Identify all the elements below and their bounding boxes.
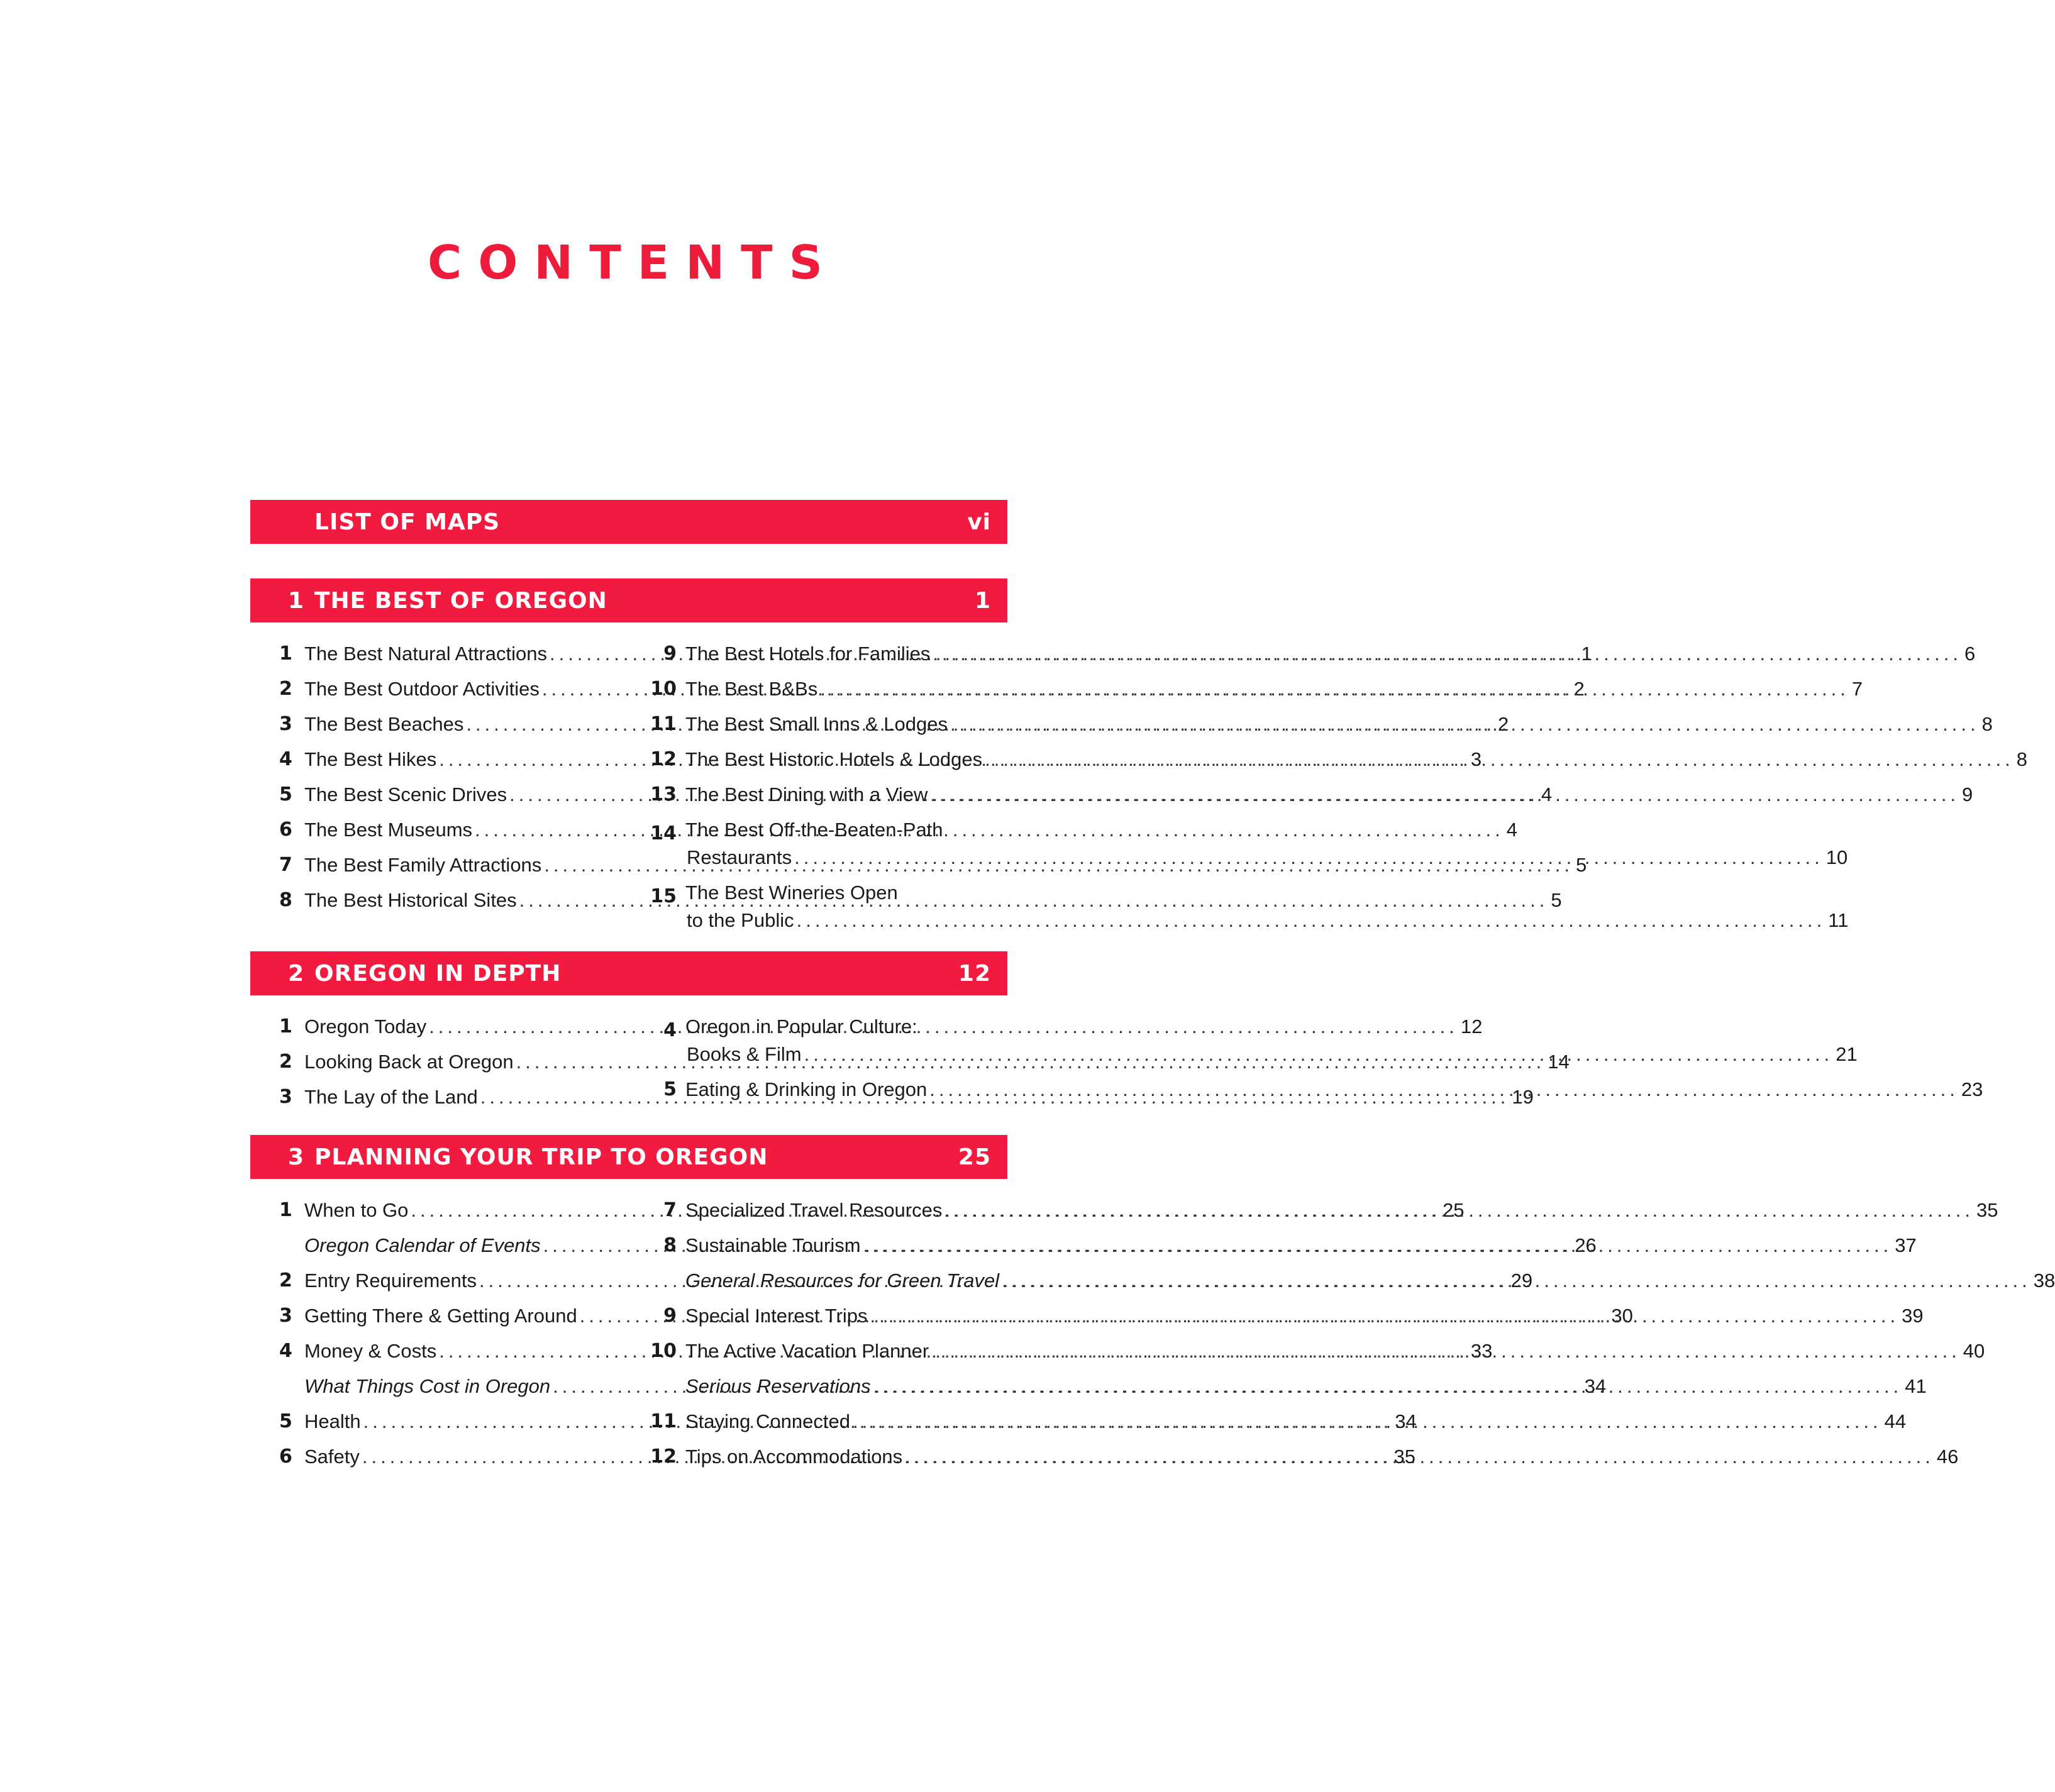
entry-title: What Things Cost in Oregon (304, 1375, 551, 1397)
entry-title: The Best Historic Hotels & Lodges (685, 748, 983, 770)
section-list-of-maps (250, 500, 1007, 544)
section-planning-your-trip (250, 1135, 2055, 1474)
entry-number: 1 (279, 1015, 292, 1037)
entry-page-number: 23 (1961, 1078, 1983, 1100)
entry-title: Looking Back at Oregon (304, 1051, 514, 1073)
entry-number: 2 (279, 678, 292, 700)
dot-leader (797, 907, 1826, 934)
entry-page-number: 29 (1510, 1269, 1533, 1291)
entry-page-number: 34 (1584, 1375, 1607, 1397)
entry-title: Getting There & Getting Around (304, 1305, 577, 1327)
entry-page-number: 21 (1836, 1043, 1858, 1065)
entry-title: The Best Historical Sites (304, 889, 517, 911)
section-title: OREGON IN DEPTH (314, 960, 562, 987)
dot-leader (794, 844, 1824, 871)
entry-title: Sustainable Tourism (685, 1234, 861, 1256)
entry-page-number: 34 (1395, 1410, 1417, 1432)
section-number: 2 (288, 960, 305, 987)
entry-title: Safety (304, 1446, 360, 1468)
section-number: 1 (288, 587, 305, 614)
entry-page-number: 35 (1393, 1446, 1416, 1468)
dot-leader (1002, 1263, 2031, 1298)
section-title: LIST OF MAPS (314, 509, 501, 535)
entry-number: 6 (279, 1446, 292, 1468)
entry-page-number: 10 (1825, 846, 1848, 868)
entry-title: Eating & Drinking in Oregon (685, 1078, 928, 1100)
entry-number (279, 1228, 304, 1263)
entry-number: 9 (663, 643, 677, 665)
section-header-bar[interactable] (250, 951, 1007, 995)
dot-leader (930, 777, 1959, 812)
entry-number: 3 (279, 1305, 292, 1327)
entry-number: 12 (650, 1446, 677, 1468)
section-page-number: 1 (974, 587, 991, 614)
dot-leader (985, 742, 2014, 777)
entry-number: 13 (650, 783, 677, 805)
dot-leader (873, 1369, 1903, 1404)
entry-page-number: 44 (1884, 1410, 1907, 1432)
entry-title: Oregon Calendar of Events (304, 1234, 541, 1256)
section-page-number: 12 (958, 960, 991, 987)
entry-page-number: 5 (1551, 889, 1562, 911)
entry-page-number: 38 (2033, 1269, 2055, 1291)
entry-number: 10 (650, 678, 677, 700)
entry-title: Restaurants (687, 846, 792, 868)
entry-title: The Best Dining with a View (685, 783, 928, 805)
entry-title: Tips on Accommodations (685, 1446, 903, 1468)
page-title: CONTENTS (428, 236, 839, 290)
entry-title: General Resources for Green Travel (685, 1269, 1000, 1291)
entry-number: 3 (279, 1086, 292, 1108)
dot-leader (933, 636, 1962, 672)
entry-title: The Best B&Bs (685, 678, 818, 700)
entry-page-number: 14 (1548, 1051, 1570, 1073)
entry-title: The Active Vacation Planner (685, 1340, 929, 1362)
entry-title: The Best Off-the-Beaten-Path (685, 819, 943, 841)
toc-entry[interactable] (644, 672, 1863, 707)
entry-number: 8 (279, 889, 292, 911)
section-oregon-in-depth (250, 951, 1983, 1115)
toc-entry[interactable] (644, 812, 1848, 875)
entry-number: 5 (663, 1078, 677, 1100)
entry-number (279, 1369, 304, 1404)
entry-number: 10 (650, 1340, 677, 1362)
entry-number: 5 (279, 783, 292, 805)
entry-page-number: 8 (2016, 748, 2027, 770)
entry-page-number: 4 (1541, 783, 1553, 805)
entry-number (644, 1369, 677, 1404)
entry-page-number: 40 (1963, 1340, 1985, 1362)
entry-page-number: 7 (1851, 678, 1863, 700)
toc-entry[interactable] (644, 636, 1976, 672)
entry-page-number: 12 (1460, 1015, 1483, 1037)
toc-entry[interactable] (644, 777, 1973, 812)
entry-title: The Best Natural Attractions (304, 643, 547, 665)
entries-right-column (644, 636, 2027, 938)
entry-page-number: 19 (1512, 1086, 1534, 1108)
entry-page-number: 11 (1828, 909, 1849, 931)
dot-leader (950, 707, 1980, 742)
entry-number: 1 (279, 1199, 292, 1221)
entry-title: Books & Film (687, 1043, 802, 1065)
entry-page-number: 3 (1470, 748, 1482, 770)
entry-number: 3 (279, 713, 292, 735)
dot-leader (863, 1228, 1893, 1263)
entry-number: 12 (650, 748, 677, 770)
entry-title: Entry Requirements (304, 1269, 477, 1291)
section-page-number: 25 (958, 1144, 991, 1170)
section-header-bar[interactable] (250, 1135, 1007, 1179)
entry-title: Health (304, 1410, 361, 1432)
section-page-number: vi (967, 509, 991, 535)
entry-number: 7 (663, 1199, 677, 1221)
entry-page-number: 5 (1575, 854, 1587, 876)
entry-number: 4 (279, 748, 292, 770)
entry-page-number: 30 (1611, 1305, 1633, 1327)
section-title: THE BEST OF OREGON (314, 587, 607, 614)
dot-leader (804, 1041, 1834, 1068)
entry-page-number: 41 (1905, 1375, 1927, 1397)
entry-page-number: 6 (1964, 643, 1976, 665)
entry-title: Money & Costs (304, 1340, 437, 1362)
entry-title: The Best Outdoor Activities (304, 678, 540, 700)
dot-leader (820, 672, 1849, 707)
dot-leader (944, 1193, 1974, 1228)
entry-title: The Best Hikes (304, 748, 437, 770)
dot-leader (870, 1298, 1899, 1334)
entry-page-number: 35 (1976, 1199, 1998, 1221)
entry-number: 11 (650, 1410, 677, 1432)
entry-page-number: 39 (1902, 1305, 1924, 1327)
entry-title: The Lay of the Land (304, 1086, 478, 1108)
entry-number: 9 (663, 1305, 677, 1327)
entry-title: Specialized Travel Resources (685, 1199, 943, 1221)
entry-title: Serious Reservations (685, 1375, 871, 1397)
section-best-of-oregon (250, 578, 2027, 938)
entry-title: Oregon in Popular Culture: (685, 1015, 917, 1037)
entry-title: The Best Family Attractions (304, 854, 542, 876)
entry-page-number: 4 (1506, 819, 1517, 841)
entry-title: The Best Beaches (304, 713, 464, 735)
entry-page-number: 2 (1497, 713, 1509, 735)
dot-leader (905, 1439, 1934, 1474)
entry-number: 1 (279, 643, 292, 665)
toc-entry[interactable] (644, 707, 1993, 742)
section-title: PLANNING YOUR TRIP TO OREGON (314, 1144, 768, 1170)
entry-number: 8 (663, 1234, 677, 1256)
toc-entry[interactable] (644, 742, 2027, 777)
section-header-bar[interactable] (250, 500, 1007, 544)
entry-page-number: 33 (1470, 1340, 1493, 1362)
entry-title: The Best Hotels for Families (685, 643, 931, 665)
section-header-bar[interactable] (250, 578, 1007, 622)
entry-title: to the Public (687, 909, 794, 931)
entry-title: Special Interest Trips (685, 1305, 868, 1327)
dot-leader (853, 1404, 1882, 1439)
entry-number: 6 (279, 819, 292, 841)
entry-number: 4 (663, 1019, 677, 1041)
entry-number: 2 (279, 1051, 292, 1073)
entry-number: 2 (279, 1269, 292, 1291)
section-number: 3 (288, 1144, 305, 1170)
entry-page-number: 1 (1581, 643, 1592, 665)
entry-number: 4 (279, 1340, 292, 1362)
dot-leader (929, 1072, 1959, 1107)
dot-leader (931, 1334, 1961, 1369)
entry-number: 5 (279, 1410, 292, 1432)
entry-page-number: 25 (1443, 1199, 1465, 1221)
entry-title: Oregon Today (304, 1015, 427, 1037)
entry-title: The Best Wineries Open (685, 882, 898, 904)
entry-title: The Best Scenic Drives (304, 783, 507, 805)
entry-page-number: 26 (1575, 1234, 1597, 1256)
toc-entry[interactable] (644, 875, 1849, 938)
entry-number: 15 (650, 885, 677, 907)
entry-title: The Best Museums (304, 819, 473, 841)
entry-title: When to Go (304, 1199, 409, 1221)
entry-page-number: 9 (1962, 783, 1973, 805)
entry-page-number: 8 (1981, 713, 1993, 735)
entry-number: 14 (650, 822, 677, 844)
entry-number: 7 (279, 854, 292, 876)
entry-number: 11 (650, 713, 677, 735)
entry-page-number: 2 (1573, 678, 1585, 700)
entry-number (644, 1263, 677, 1298)
entry-title: Staying Connected (685, 1410, 850, 1432)
entry-page-number: 37 (1895, 1234, 1917, 1256)
entry-page-number: 46 (1936, 1446, 1959, 1468)
entry-title: The Best Small Inns & Lodges (685, 713, 948, 735)
